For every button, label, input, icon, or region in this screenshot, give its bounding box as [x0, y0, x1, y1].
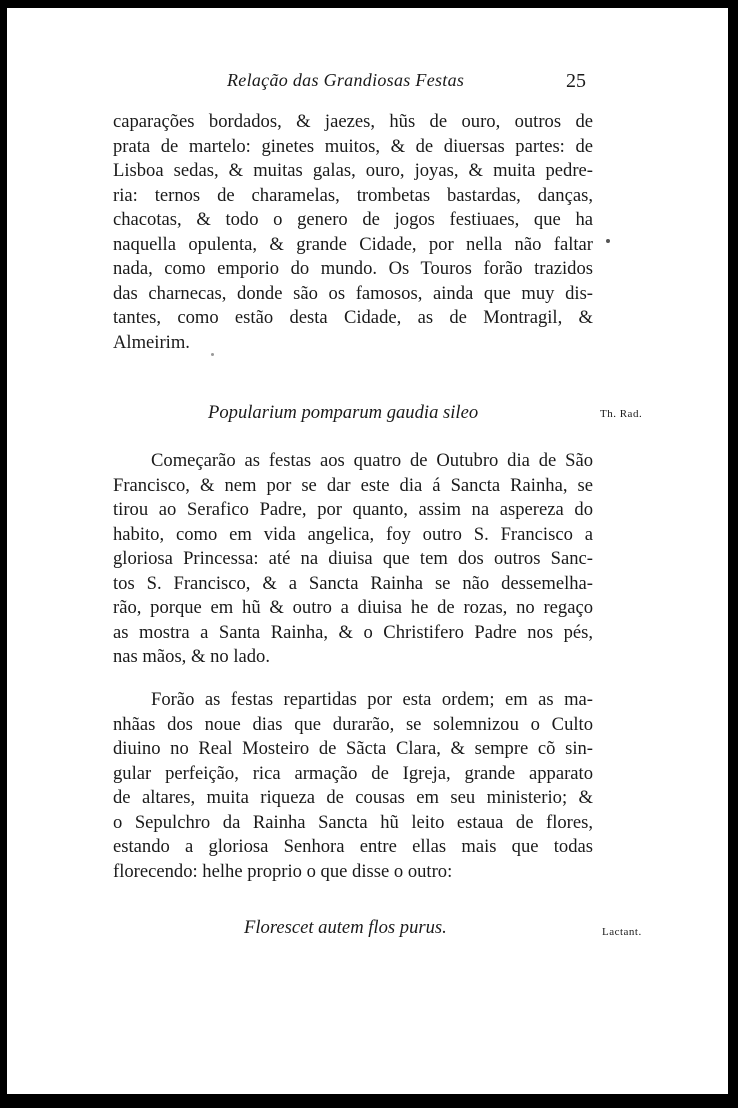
page-number: 25	[566, 70, 586, 92]
text-line: tantes, como estão desta Cidade, as de Montragil, &	[113, 307, 593, 328]
text-line: habito, como em vida angelica, foy outro S. Francisco a	[113, 523, 593, 545]
paragraph-2	[113, 449, 593, 670]
paragraph-1	[113, 110, 593, 355]
text-line: tos S. Francisco, & a Sancta Rainha se não dessemelha-	[113, 572, 593, 594]
text-line: ria: ternos de charamelas, trombetas bastardas, danças,	[113, 184, 593, 206]
text-line: das charnecas, donde são os famosos, ainda que muy dis-	[113, 282, 593, 304]
running-title: Relação das Grandiosas Festas	[227, 70, 465, 90]
text-line: Forão as festas repartidas por esta ordem; em as ma-	[151, 689, 593, 710]
ink-speck	[606, 239, 610, 243]
text-line: gloriosa Princessa: até na diuisa que tem dos outros Sanc-	[113, 548, 593, 569]
latin-quote-1: Popularium pomparum gaudia sileo	[208, 402, 479, 423]
text-line: Começarão as festas aos quatro de Outubro dia de São	[151, 450, 593, 471]
text-line: chacotas, & todo o genero de jogos festiuaes, que ha	[113, 209, 593, 230]
text-line: prata de martelo: ginetes muitos, & de diuersas partes: de	[113, 135, 593, 157]
text-line: rão, porque em hũ & outro a diuisa he de rozas, no regaço	[113, 597, 593, 618]
text-line: naquella opulenta, & grande Cidade, por nella não faltar	[113, 233, 593, 255]
margin-note-2: Lactant.	[602, 926, 642, 938]
text-line: nhãas dos noue dias que durarão, se solemnizou o Culto	[113, 713, 593, 735]
text-line: gular perfeição, rica armação de Igreja, grande apparato	[113, 762, 593, 784]
text-line: Almeirim.	[113, 331, 190, 353]
text-line: nas mãos, & no lado.	[113, 646, 270, 667]
text-line: caparações bordados, & jaezes, hũs de ouro, outros de	[113, 111, 593, 132]
latin-quote-2: Florescet autem flos purus.	[244, 917, 447, 938]
text-line: estando a gloriosa Senhora entre ellas mais que todas	[113, 836, 593, 857]
margin-note-1: Th. Rad.	[600, 408, 643, 420]
text-line: as mostra a Santa Rainha, & o Christifero Padre nos pés,	[113, 621, 593, 643]
ink-speck	[211, 353, 214, 356]
text-line: nada, como emporio do mundo. Os Touros forão trazidos	[113, 258, 593, 279]
paragraph-3	[113, 688, 593, 884]
text-line: florecendo: helhe proprio o que disse o outro:	[113, 860, 453, 882]
text-line: Lisboa sedas, & muitas galas, ouro, joyas, & muita pedre-	[113, 160, 593, 181]
text-line: o Sepulchro da Rainha Sancta hũ leito estaua de flores,	[113, 811, 593, 833]
text-line: de altares, muita riqueza de cousas em seu ministerio; &	[113, 787, 593, 808]
text-line: tirou ao Serafico Padre, por quanto, assim na aspereza do	[113, 499, 593, 520]
text-line: diuino no Real Mosteiro de Sãcta Clara, & sempre cõ sin-	[113, 738, 593, 759]
text-line: Francisco, & nem por se dar este dia á Sancta Rainha, se	[113, 474, 593, 496]
